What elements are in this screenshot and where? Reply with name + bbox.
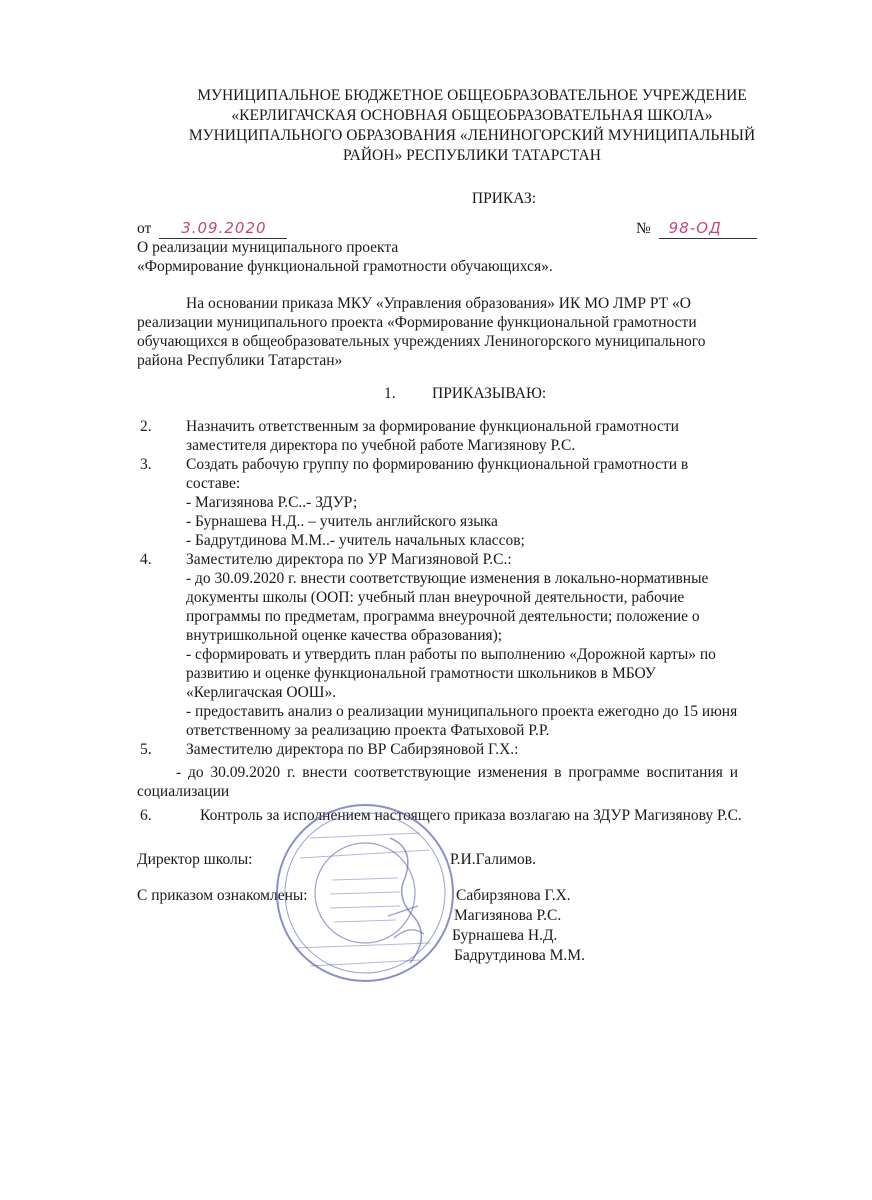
item-4-line: документы школы (ООП: учебный план внеурочной деятельности, рабочие <box>186 589 685 606</box>
acquainted-name: Бурнашева Н.Д. <box>452 927 558 944</box>
acquainted-label: С приказом ознакомлены: <box>137 887 308 904</box>
number-handwritten: 98-ОД <box>668 219 722 237</box>
date-row <box>137 219 287 239</box>
item-3-line: - Магизянова Р.С..- ЗДУР; <box>186 494 358 511</box>
header-line-1: МУНИЦИПАЛЬНОЕ БЮДЖЕТНОЕ ОБЩЕОБРАЗОВАТЕЛЬНОЕ УЧРЕЖДЕНИЕ <box>197 87 747 104</box>
director-label: Директор школы: <box>137 851 253 868</box>
item-4-line: программы по предметам, программа внеурочной деятельности; положение о <box>186 608 700 625</box>
item-6-number: 6. <box>140 807 152 824</box>
item-2-line: заместителя директора по учебной работе Магизянову Р.С. <box>186 437 576 454</box>
order-heading-num: 1. <box>384 385 396 402</box>
item-5-line: Заместителю директора по ВР Сабирзяновой Г.Х.: <box>186 741 519 758</box>
item-3-line: - Бурнашева Н.Д.. – учитель английского языка <box>186 513 498 530</box>
item-5-line: - до 30.09.2020 г. внести соответствующие изменения в программе воспитания и <box>176 764 738 781</box>
item-4-line: «Керлигачская ООШ». <box>186 684 337 701</box>
date-handwritten: 3.09.2020 <box>181 219 267 237</box>
director-name: Р.И.Галимов. <box>450 851 536 868</box>
item-4-line: - до 30.09.2020 г. внести соответствующие изменения в локально-нормативные <box>186 570 709 587</box>
item-4-line: - сформировать и утвердить план работы по выполнению «Дорожной карты» по <box>186 646 716 663</box>
order-heading: ПРИКАЗЫВАЮ: <box>432 385 547 402</box>
item-4-line: - предоставить анализ о реализации муниципального проекта ежегодно до 15 июня <box>186 703 738 720</box>
header-line-2: «КЕРЛИГАЧСКАЯ ОСНОВНАЯ ОБЩЕОБРАЗОВАТЕЛЬНАЯ ШКОЛА» <box>231 107 713 124</box>
item-3-line: составе: <box>186 475 241 492</box>
item-4-number: 4. <box>140 551 152 568</box>
school-header <box>0 86 872 166</box>
item-4-line: Заместителю директора по УР Магизяновой Р.С.: <box>186 551 512 568</box>
preamble-line-2: реализации муниципального проекта «Формирование функциональной грамотности <box>137 314 697 331</box>
number-label: № <box>636 220 651 237</box>
item-2-line: Назначить ответственным за формирование функциональной грамотности <box>186 418 679 435</box>
acquainted-name: Бадрутдинова М.М. <box>454 947 585 964</box>
header-line-3: МУНИЦИПАЛЬНОГО ОБРАЗОВАНИЯ «ЛЕНИНОГОРСКИЙ МУНИЦИПАЛЬНЫЙ <box>188 127 756 144</box>
acquainted-name: Сабирзянова Г.Х. <box>456 887 571 904</box>
item-3-number: 3. <box>140 456 152 473</box>
school-stamp-seal <box>270 798 460 988</box>
preamble-line-4: района Республики Татарстан» <box>137 352 343 369</box>
preamble-line-3: обучающихся в общеобразовательных учреждениях Лениногорского муниципального <box>137 333 706 350</box>
item-3-line: - Бадрутдинова М.М..- учитель начальных классов; <box>186 532 525 549</box>
item-3-line: Создать рабочую группу по формированию функциональной грамотности в <box>186 456 689 473</box>
number-row <box>636 219 757 239</box>
subject-line-1: О реализации муниципального проекта <box>137 239 399 256</box>
item-5-number: 5. <box>140 741 152 758</box>
item-6-text: Контроль за исполнением настоящего приказа возлагаю на ЗДУР Магизянову Р.С. <box>200 807 742 824</box>
item-4-line: развитию и оценке функциональной грамотности школьников в МБОУ <box>186 665 656 682</box>
preamble-line-1: На основании приказа МКУ «Управления образования» ИК МО ЛМР РТ «О <box>186 295 691 312</box>
date-label: от <box>137 220 152 237</box>
acquainted-name: Магизянова Р.С. <box>454 907 562 924</box>
item-4-line: ответственному за реализацию проекта Фатыховой Р.Р. <box>186 722 550 739</box>
item-4-line: внутришкольной оценке качества образования); <box>186 627 503 644</box>
order-title: ПРИКАЗ: <box>471 190 537 207</box>
header-line-4: РАЙОН» РЕСПУБЛИКИ ТАТАРСТАН <box>343 147 601 164</box>
item-2-number: 2. <box>140 418 152 435</box>
item-5-line: социализации <box>137 783 230 800</box>
subject-line-2: «Формирование функциональной грамотности обучающихся». <box>137 258 553 275</box>
